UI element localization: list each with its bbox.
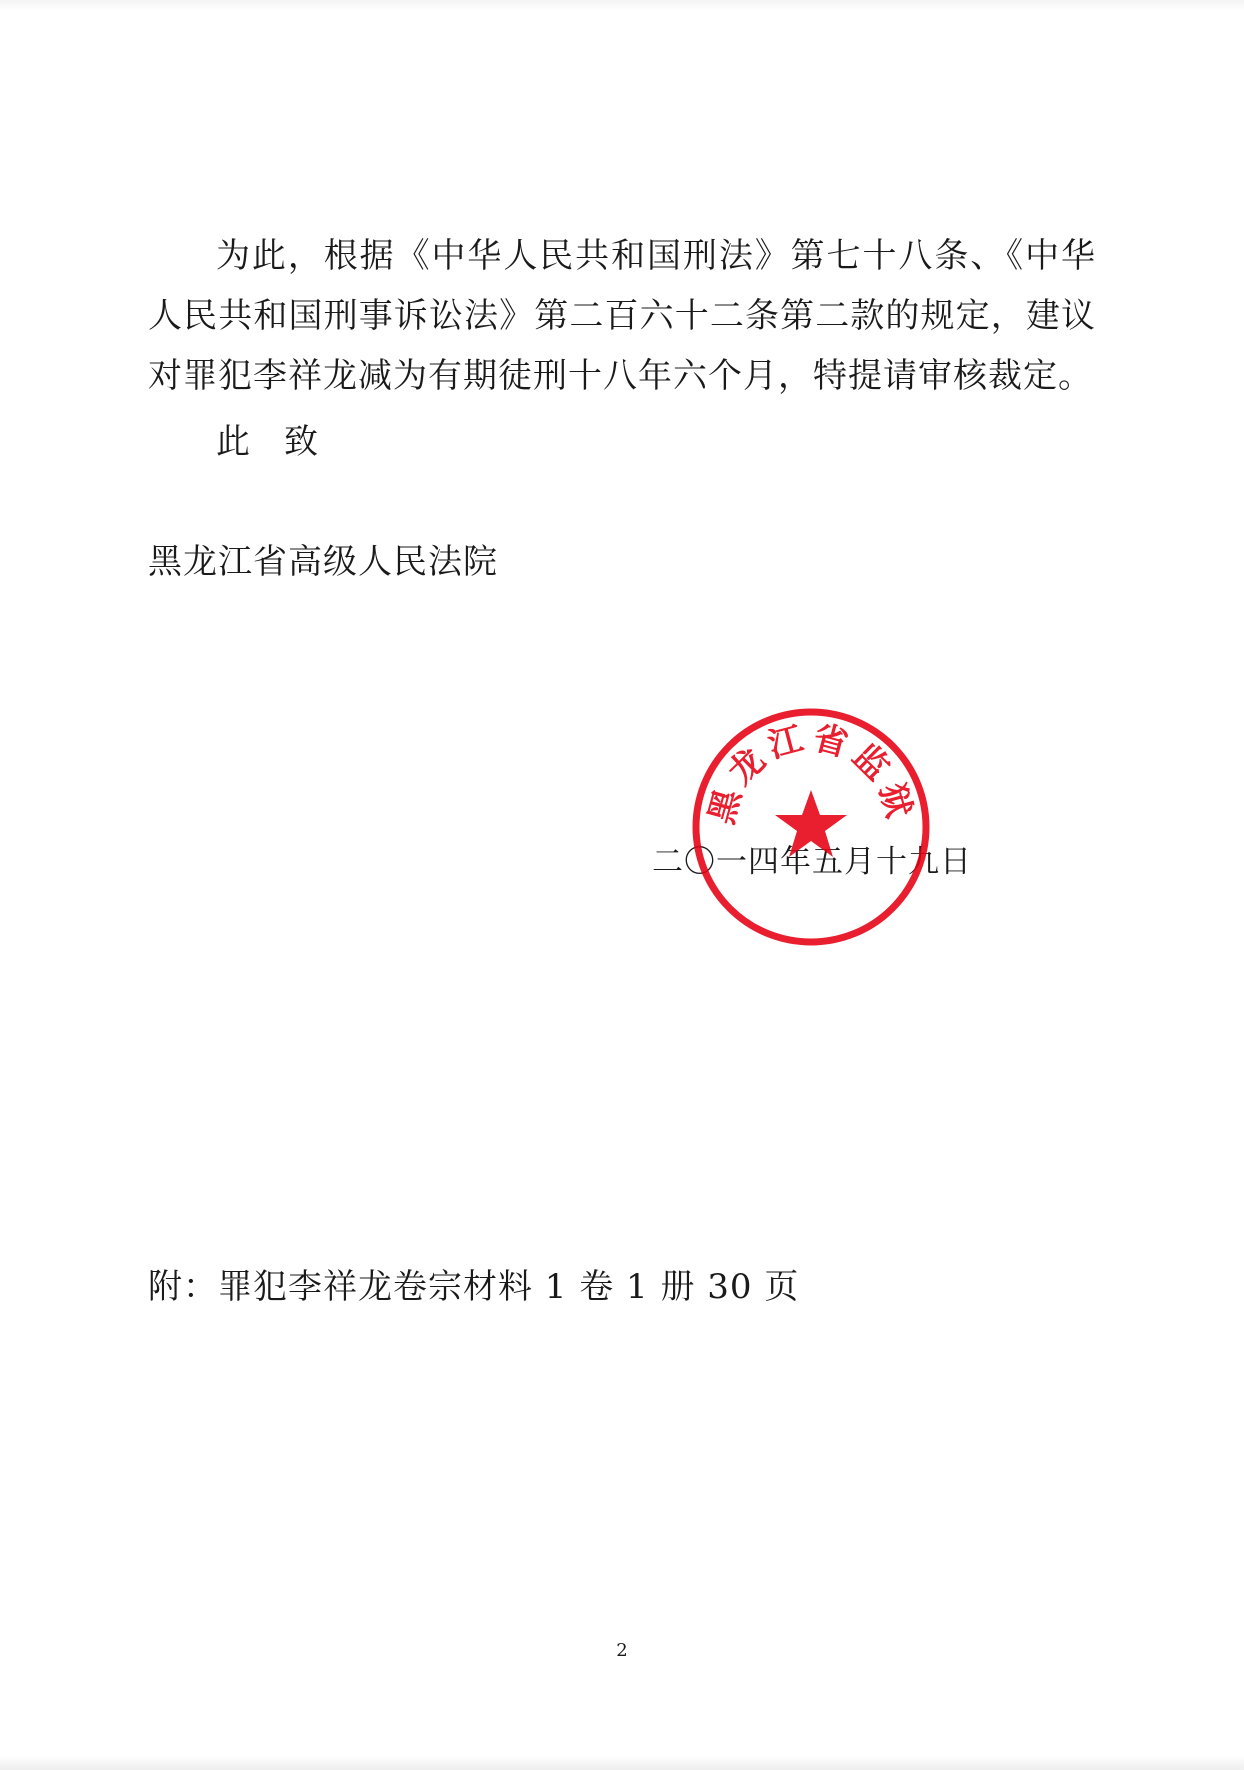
body-paragraph: 为此，根据《中华人民共和国刑法》第七十八条、《中华人民共和国刑事诉讼法》第二百六十二条第二款的规定，建议对罪犯李祥龙减为有期徒刑十八年六个月，特提请审核裁定。 <box>148 236 1096 396</box>
official-seal <box>686 702 936 952</box>
scan-edge-bottom <box>0 1756 1244 1770</box>
page-number: 2 <box>616 1640 628 1661</box>
star-icon <box>775 790 847 857</box>
recipient: 黑龙江省高级人民法院 <box>148 542 498 582</box>
seal-text: 黑龙江省监狱 <box>701 717 921 829</box>
attachment-note: 附：罪犯李祥龙卷宗材料 1 卷 1 册 30 页 <box>148 1267 800 1307</box>
salutation-left: 此 <box>216 422 250 462</box>
salutation-right: 致 <box>284 422 318 462</box>
salutation <box>216 412 318 472</box>
signing-date: 二〇一四年五月十九日 <box>652 844 972 880</box>
scan-edge-top <box>0 0 1244 10</box>
